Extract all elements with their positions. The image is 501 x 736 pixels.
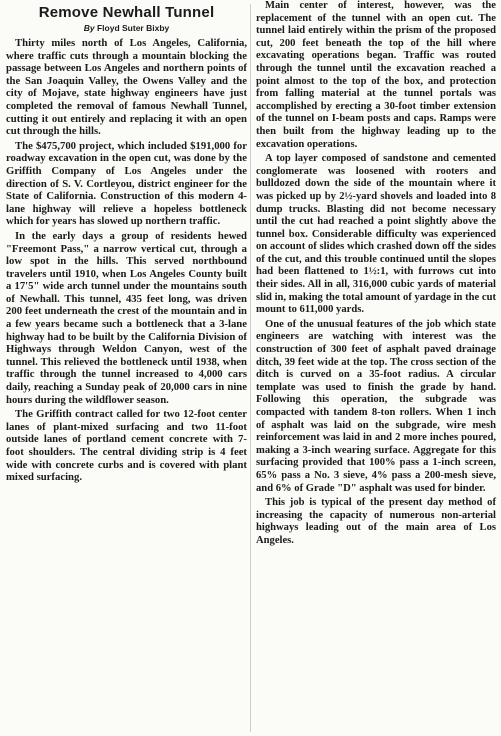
paragraph: The $475,700 project, which included $191,000 for roadway excavation in the open cut, was done by the Griffith Company of Los Angeles under the direction of S. V. Cortleyou, district engineer for the State of California. Construction of this modern 4-lane highway will relieve a hopeless bottleneck which for years has slowed up northern traffic. [6, 139, 247, 228]
paragraph: Main center of interest, however, was the replacement of the tunnel with an open cut. The tunnel laid entirely within the prism of the proposed cut, 200 feet beneath the top of the hill where excavating operations began. Traffic was routed through the tunnel until the excavation reached a point almost to the top of the box, and protection from falling material at the tunnel portals was accomplished by erecting a 30-foot timber extension of the tunnel on I-beam posts and caps. Ramps were then built from the highway leading up to the excavation operations. [256, 0, 496, 150]
byline-prefix: By [83, 23, 95, 33]
paragraph: This job is typical of the present day method of increasing the capacity of numerous non-arterial highways leading out of the main area of Los Angeles. [256, 497, 496, 546]
paragraph: Thirty miles north of Los Angeles, California, where traffic cuts through a mountain blocking the passage between Los Angeles and northern points of the San Joaquin Valley, the Owens Valley and the city of Mojave, state highway engineers have just completed the removal of famous Newhall Tunnel, cutting it out entirely and replacing it with an open cut through the hills. [6, 37, 247, 138]
left-column [6, 0, 247, 486]
right-column [256, 0, 496, 550]
byline [6, 23, 247, 33]
paragraph: In the early days a group of residents hewed "Freemont Pass," a narrow vertical cut, through a low spot in the hills. This served northbound travelers until 1910, when Los Angeles County built a 17'5" wide arch tunnel under the mountains south of Newhall. This tunnel, 435 feet long, was driven 200 feet underneath the crest of the mountain and in a few years became such a bottleneck that a 3-lane highway had to be built by the California Division of Highways through Weldon Canyon, west of the tunnel. This relieved the bottleneck until 1938, when traffic through the tunnel increased to 4,000 cars daily, reaching a Sunday peak of 20,000 cars in nine hours during the wildflower season. [6, 229, 247, 406]
author-name: Floyd Suter Bixby [96, 23, 170, 33]
paragraph: The Griffith contract called for two 12-foot center lanes of plant-mixed surfacing and two 11-foot outside lanes of portland cement concrete with 7-foot shoulders. The central dividing strip is 4 feet wide with concrete curbs and is covered with plant mixed surfacing. [6, 408, 247, 484]
column-divider [250, 4, 251, 732]
article-title: Remove Newhall Tunnel [38, 4, 215, 21]
paragraph: A top layer composed of sandstone and cemented conglomerate was loosened with rooters and bulldozed down the side of the mountain where it was picked up by 2½-yard shovels and loaded into 8 dump trucks. Blasting did not become necessary until the cut had reached a point slightly above the tunnel box. Considerable difficulty was experienced on account of slides which crashed down off the sides of the cut, and this trouble continued until the slopes had been flattened to 1½:1, with furrows cut into their sides. All in all, 316,000 cubic yards of material slid in, making the total amount of yardage in the cut mount to 611,000 yards. [256, 153, 496, 316]
paragraph: One of the unusual features of the job which state engineers are watching with interest was the construction of 300 feet of asphalt paved drainage ditch, 39 feet wide at the top. The cross section of the ditch is curved on a 35-foot radius. A circular template was used to finish the grade by hand. Following this operation, the subgrade was compacted with tandem 8-ton rollers. When 1 inch of asphalt was laid on the subgrade, wire mesh reinforcement was laid in and 2 more inches poured, making a 3-inch wearing surface. Aggregate for this surfacing provided that 100% pass a 1-inch screen, 65% pass a No. 3 sieve, 4% pass a 200-mesh sieve, and 6% of Grade "D" asphalt was used for binder. [256, 318, 496, 494]
